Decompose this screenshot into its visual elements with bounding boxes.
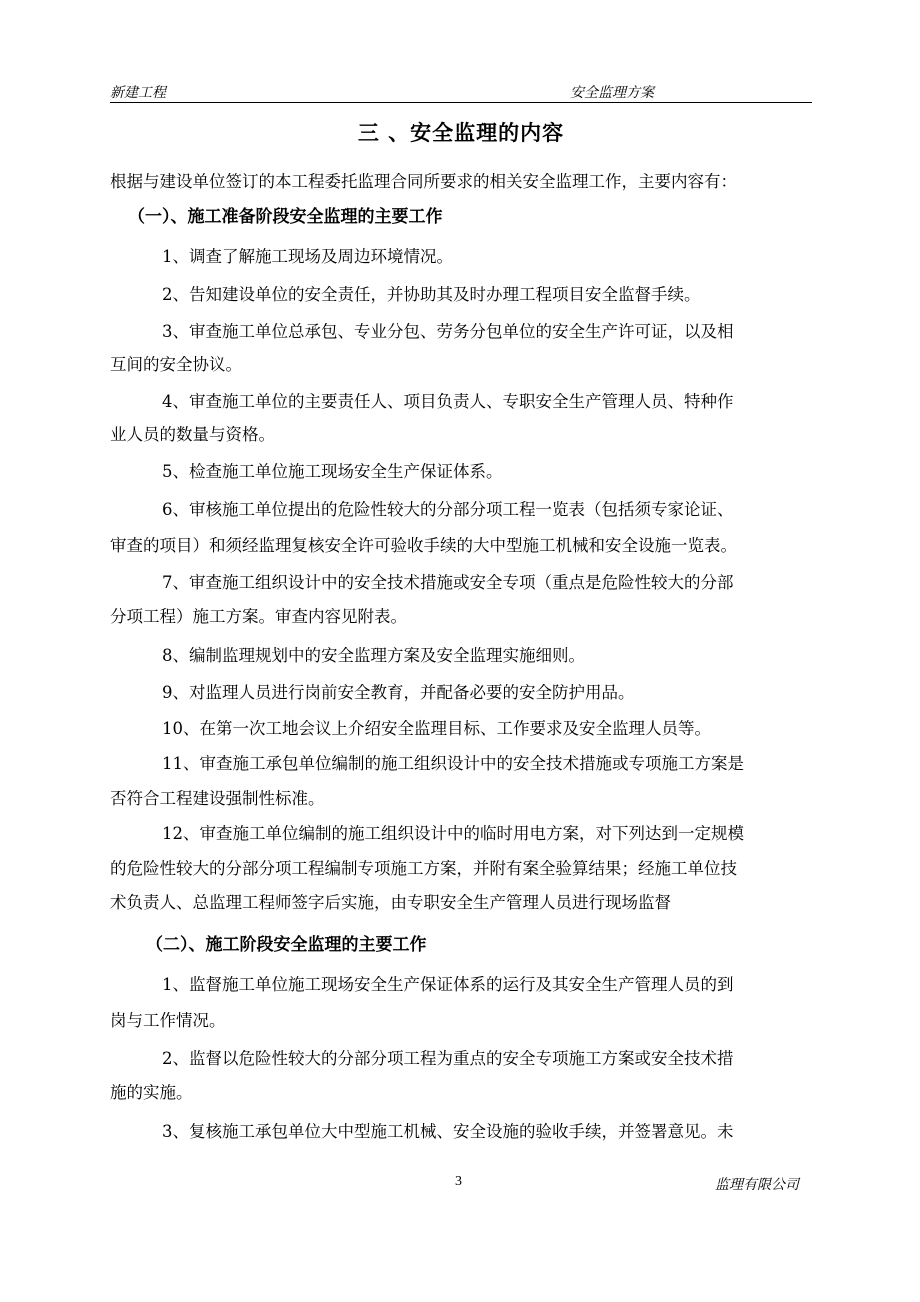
page-number: 3 [455, 1174, 462, 1189]
page-header [110, 78, 812, 103]
paragraph-line: 8、编制监理规划中的安全监理方案及安全监理实施细则。 [162, 646, 585, 665]
paragraph-line: 1、调查了解施工现场及周边环境情况。 [162, 247, 453, 266]
intro-paragraph: 根据与建设单位签订的本工程委托监理合同所要求的相关安全监理工作，主要内容有： [110, 172, 737, 191]
paragraph-line: 12、审查施工单位编制的施工组织设计中的临时用电方案，对下列达到一定规模 [162, 824, 744, 843]
paragraph-line: 3、审查施工单位总承包、专业分包、劳务分包单位的安全生产许可证，以及相 [162, 322, 734, 341]
paragraph-line: 施的实施。 [110, 1083, 193, 1102]
section-heading-construction: （二）、施工阶段安全监理的主要工作 [146, 935, 427, 955]
paragraph-line: 审查的项目）和须经监理复核安全许可验收手续的大中型施工机械和安全设施一览表。 [110, 536, 737, 555]
paragraph-line: 3、复核施工承包单位大中型施工机械、安全设施的验收手续，并签署意见。未 [162, 1122, 734, 1141]
paragraph-line: 6、审核施工单位提出的危险性较大的分部分项工程一览表（包括须专家论证、 [162, 500, 734, 519]
paragraph-line: 术负责人、总监理工程师签字后实施，由专职安全生产管理人员进行现场监督 [110, 893, 671, 912]
paragraph-line: 2、监督以危险性较大的分部分项工程为重点的安全专项施工方案或安全技术措 [162, 1049, 734, 1068]
paragraph-line: 否符合工程建设强制性标准。 [110, 789, 325, 808]
paragraph-line: 岗与工作情况。 [110, 1011, 226, 1030]
paragraph-line: 的危险性较大的分部分项工程编制专项施工方案，并附有案全验算结果；经施工单位技 [110, 859, 737, 878]
footer-company-name: 监理有限公司 [715, 1178, 799, 1193]
paragraph-line: 10、在第一次工地会议上介绍安全监理目标、工作要求及安全监理人员等。 [162, 719, 711, 738]
paragraph-line: 2、告知建设单位的安全责任，并协助其及时办理工程项目安全监督手续。 [162, 285, 701, 304]
paragraph-line: 11、审查施工承包单位编制的施工组织设计中的安全技术措施或专项施工方案是 [162, 754, 744, 773]
paragraph-line: 7、审查施工组织设计中的安全技术措施或安全专项（重点是危险性较大的分部 [162, 573, 734, 592]
paragraph-line: 互间的安全协议。 [110, 355, 242, 374]
paragraph-line: 分项工程）施工方案。审查内容见附表。 [110, 607, 407, 626]
header-document-name: 安全监理方案 [570, 86, 654, 101]
paragraph-line: 9、对监理人员进行岗前安全教育，并配备必要的安全防护用品。 [162, 683, 635, 702]
paragraph-line: 业人员的数量与资格。 [110, 425, 275, 444]
header-project-name: 新建工程 [110, 86, 166, 101]
paragraph-line: 1、监督施工单位施工现场安全生产保证体系的运行及其安全生产管理人员的到 [162, 975, 734, 994]
section-heading-preparation: （一）、施工准备阶段安全监理的主要工作 [128, 207, 443, 227]
chapter-title: 三 、安全监理的内容 [357, 121, 565, 145]
paragraph-line: 5、检查施工单位施工现场安全生产保证体系。 [162, 462, 503, 481]
paragraph-line: 4、审查施工单位的主要责任人、项目负责人、专职安全生产管理人员、特种作 [162, 392, 734, 411]
